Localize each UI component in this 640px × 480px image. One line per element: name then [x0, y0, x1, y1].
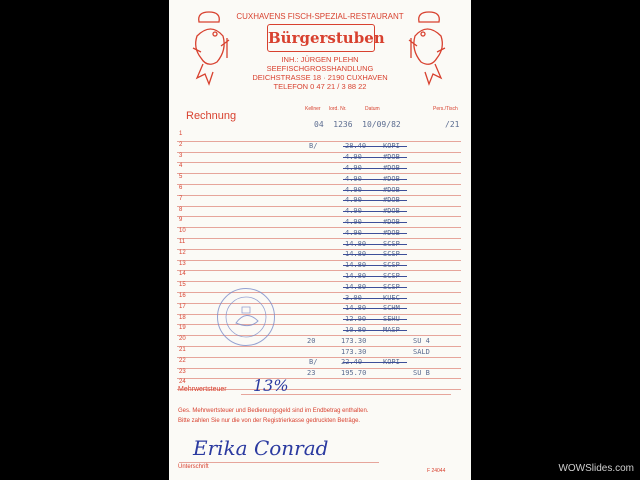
entry-price: 14.80 [345, 239, 367, 248]
pen-strikethrough [343, 254, 407, 255]
entry-price: 4.90 [345, 163, 362, 172]
row-number: 16 [179, 293, 186, 299]
row-number: 15 [179, 282, 186, 289]
pen-strikethrough [343, 330, 407, 331]
entry-price: 14.80 [345, 271, 367, 280]
entry-price: 4.90 [345, 217, 362, 226]
pen-strikethrough [343, 319, 407, 320]
phone-line: TELEFON 0 47 21 / 3 88 22 [273, 82, 367, 91]
entry-item: SCSP [383, 239, 400, 248]
row-number: 18 [179, 314, 186, 321]
entry-price: 12.90 [345, 315, 367, 324]
col-lfd-nr: lord. Nr. [329, 106, 347, 112]
entry-item: #DOB [383, 196, 400, 205]
entry-item: SCSP [383, 250, 400, 259]
entry-prefix: B/ [309, 358, 318, 367]
entry-item: #DOB [383, 228, 400, 237]
entry-price: 10.80 [345, 325, 367, 334]
pen-strikethrough [343, 222, 407, 223]
entry-item: #DOB [383, 163, 400, 172]
entry-price: 173.30 [341, 336, 367, 345]
tax-value: 13% [253, 376, 289, 395]
pen-strikethrough [343, 287, 407, 288]
watermark: WOWSlides.com [558, 463, 634, 474]
entry-price: 4.90 [345, 174, 362, 183]
restaurant-stamp [217, 288, 275, 346]
entry-price: 4.90 [345, 207, 362, 216]
entry-item: #DOB [383, 207, 400, 216]
entry-prefix: 20 [307, 336, 316, 345]
row-number: 21 [179, 347, 186, 353]
entry-prefix: 23 [307, 369, 316, 378]
chef-fish-left-icon [187, 8, 233, 90]
entry-item: SEHU [383, 315, 400, 324]
signature: Erika Conrad [193, 436, 329, 460]
row-number: 6 [179, 185, 183, 191]
signature-line [179, 462, 379, 463]
entry-price: 14.80 [345, 261, 367, 270]
row-number: 24 [179, 379, 186, 386]
entry-item: KUEC [383, 293, 400, 302]
tax-label: Mehrwertsteuer [178, 386, 227, 393]
entry-price: 22.40 [341, 358, 363, 367]
entry-item: #DOB [383, 185, 400, 194]
row-number: 20 [179, 336, 186, 343]
row-number: 3 [179, 152, 183, 159]
pen-strikethrough [343, 190, 407, 191]
col-datum: Datum [365, 106, 380, 112]
receipt [169, 0, 471, 480]
chef-fish-right-icon [405, 8, 451, 90]
row-number: 22 [179, 357, 186, 364]
row-number: 11 [179, 239, 186, 245]
entry-item: #DOB [383, 217, 400, 226]
pen-strikethrough [343, 233, 407, 234]
entry-item: KOPI [383, 358, 400, 367]
entry-item: SCSP [383, 271, 400, 280]
entry-price: 14.80 [345, 250, 367, 259]
entry-price: 28.40 [345, 142, 367, 151]
entry-item: #DOB [383, 153, 400, 162]
pen-strikethrough [343, 244, 407, 245]
stamp-emblem-icon [218, 289, 274, 345]
pen-strikethrough [343, 157, 407, 158]
entry-price: 4.90 [345, 153, 362, 162]
owner-line: INH.: JÜRGEN PLEHN [281, 55, 359, 64]
row-number: 1 [179, 131, 183, 137]
entry-item: SU 4 [413, 336, 430, 345]
receipt-title: Rechnung [186, 110, 237, 122]
pen-strikethrough [343, 168, 407, 169]
table-number: /21 [445, 120, 460, 129]
brand-logo: Bürgerstuben [267, 24, 375, 52]
restaurant-name: CUXHAVENS FISCH-SPEZIAL-RESTAURANT [236, 12, 404, 21]
row-number: 9 [179, 217, 183, 224]
business-line: SEEFISCHGROSSHANDLUNG [266, 64, 374, 73]
entry-item: SCHM [383, 304, 400, 313]
entry-price: 195.70 [341, 369, 367, 378]
entry-prefix: B/ [309, 142, 318, 151]
meta-line: 04 1236 10/09/82 [314, 120, 401, 129]
entry-item: #DOB [383, 174, 400, 183]
note-tax: Ges. Mehrwertsteuer und Bedienungsgeld sind im Endbetrag enthalten. [178, 408, 369, 414]
row-number: 2 [179, 141, 183, 148]
row-number: 5 [179, 174, 183, 181]
pen-strikethrough [343, 276, 407, 277]
row-number: 4 [179, 163, 183, 170]
entry-price: 14.80 [345, 282, 367, 291]
entry-price: 14.80 [345, 304, 367, 313]
pen-strikethrough [343, 146, 407, 147]
entry-item: SALD [413, 347, 430, 356]
row-number: 13 [179, 260, 186, 267]
form-code: F 24044 [427, 468, 446, 474]
entry-item: SCSP [383, 261, 400, 270]
pen-strikethrough [343, 362, 407, 363]
address-line: DEICHSTRASSE 18 · 2190 CUXHAVEN [252, 73, 388, 82]
row-number: 12 [179, 249, 186, 256]
entry-item: SCSP [383, 282, 400, 291]
row-number: 7 [179, 195, 183, 202]
entry-price: 4.90 [345, 185, 362, 194]
col-kellner: Kellner [305, 106, 321, 112]
row-number: 17 [179, 303, 186, 310]
row-number: 19 [179, 325, 186, 332]
pen-strikethrough [343, 265, 407, 266]
pen-strikethrough [343, 308, 407, 309]
signature-label: Unterschrift [178, 464, 209, 470]
col-pers-tisch: Pers./Tisch [433, 106, 458, 112]
entry-price: 3.00 [345, 293, 362, 302]
entry-price: 173.30 [341, 347, 367, 356]
note-pay: Bitte zahlen Sie nur die von der Registrierkasse gedruckten Beträge. [178, 418, 361, 424]
entry-price: 4.90 [345, 228, 362, 237]
pen-strikethrough [343, 179, 407, 180]
entry-item: KOPI [383, 142, 400, 151]
pen-strikethrough [343, 298, 407, 299]
row-number: 8 [179, 206, 183, 213]
entry-item: MASP [383, 325, 400, 334]
pen-strikethrough [343, 211, 407, 212]
row-number: 14 [179, 271, 186, 278]
row-number: 23 [179, 368, 186, 375]
row-number: 10 [179, 228, 186, 235]
pen-strikethrough [343, 200, 407, 201]
entry-price: 4.90 [345, 196, 362, 205]
entry-item: SU B [413, 369, 430, 378]
